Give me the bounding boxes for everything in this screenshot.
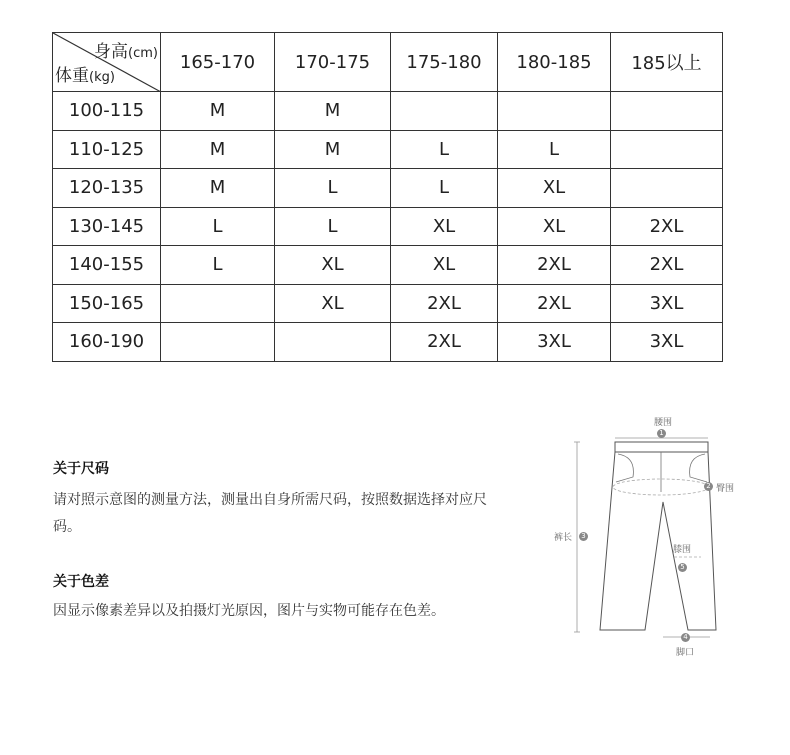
size-chart-row [53, 169, 723, 208]
height-axis-label: 身高(cm) [94, 42, 158, 62]
height-column-header: 170-175 [275, 33, 391, 92]
size-cell: XL [391, 207, 498, 246]
weight-row-header: 110-125 [53, 130, 161, 169]
weight-axis-label: 体重(kg) [55, 66, 115, 86]
size-cell: XL [275, 284, 391, 323]
size-cell: 3XL [611, 323, 723, 362]
waist-number-marker: 1 [657, 429, 666, 438]
size-cell: 2XL [611, 207, 723, 246]
weight-row-header: 160-190 [53, 323, 161, 362]
size-note-text: 请对照示意图的测量方法，测量出自身所需尺码，按照数据选择对应尺码。 [53, 492, 487, 535]
weight-row-header: 120-135 [53, 169, 161, 208]
weight-row-header: 130-145 [53, 207, 161, 246]
size-cell: XL [391, 246, 498, 285]
size-cell [611, 169, 723, 208]
size-chart-table [52, 32, 723, 362]
size-cell: 3XL [498, 323, 611, 362]
size-chart-row [53, 323, 723, 362]
size-cell [275, 323, 391, 362]
size-chart-row [53, 207, 723, 246]
size-cell [161, 323, 275, 362]
size-cell [611, 92, 723, 131]
size-chart-row [53, 246, 723, 285]
size-cell: XL [498, 169, 611, 208]
size-cell: 2XL [611, 246, 723, 285]
hem-number-marker: 4 [681, 633, 690, 642]
waist-label: 腰围 [654, 418, 673, 428]
weight-row-header: 100-115 [53, 92, 161, 131]
size-cell: M [275, 92, 391, 131]
size-cell [161, 284, 275, 323]
size-cell: L [391, 169, 498, 208]
knee-number-marker: 5 [678, 563, 687, 572]
pants-outline-icon [548, 412, 748, 662]
size-cell: 2XL [498, 284, 611, 323]
size-cell: M [161, 92, 275, 131]
size-cell: 2XL [391, 284, 498, 323]
size-cell [391, 92, 498, 131]
size-cell: XL [275, 246, 391, 285]
size-cell: L [498, 130, 611, 169]
size-chart-row [53, 130, 723, 169]
length-number-marker: 3 [579, 532, 588, 541]
weight-row-header: 150-165 [53, 284, 161, 323]
size-cell: 3XL [611, 284, 723, 323]
size-cell: L [275, 207, 391, 246]
size-chart-header-row [53, 33, 723, 92]
size-cell: 2XL [498, 246, 611, 285]
size-cell: L [161, 246, 275, 285]
color-note-text: 因显示像素差异以及拍摄灯光原因，图片与实物可能存在色差。 [53, 603, 445, 619]
size-cell: M [275, 130, 391, 169]
knee-label: 膝围 [673, 545, 692, 555]
color-note-title: 关于色差 [53, 574, 109, 590]
size-cell: L [161, 207, 275, 246]
height-column-header: 180-185 [498, 33, 611, 92]
size-cell: 2XL [391, 323, 498, 362]
size-note-title: 关于尺码 [53, 461, 109, 477]
height-column-header: 175-180 [391, 33, 498, 92]
pants-measurement-diagram [548, 412, 748, 662]
size-cell [498, 92, 611, 131]
hem-label: 脚口 [676, 648, 695, 658]
size-chart-row [53, 284, 723, 323]
size-chart-corner-cell [53, 33, 161, 92]
size-cell: L [275, 169, 391, 208]
size-chart-row [53, 92, 723, 131]
hip-label: 臀围 [716, 484, 735, 494]
height-column-header: 185以上 [611, 33, 723, 92]
height-column-header: 165-170 [161, 33, 275, 92]
size-cell [611, 130, 723, 169]
size-cell: M [161, 130, 275, 169]
hip-number-marker: 2 [704, 482, 713, 491]
weight-row-header: 140-155 [53, 246, 161, 285]
size-cell: M [161, 169, 275, 208]
size-cell: XL [498, 207, 611, 246]
length-label: 裤长 [554, 533, 573, 543]
size-cell: L [391, 130, 498, 169]
